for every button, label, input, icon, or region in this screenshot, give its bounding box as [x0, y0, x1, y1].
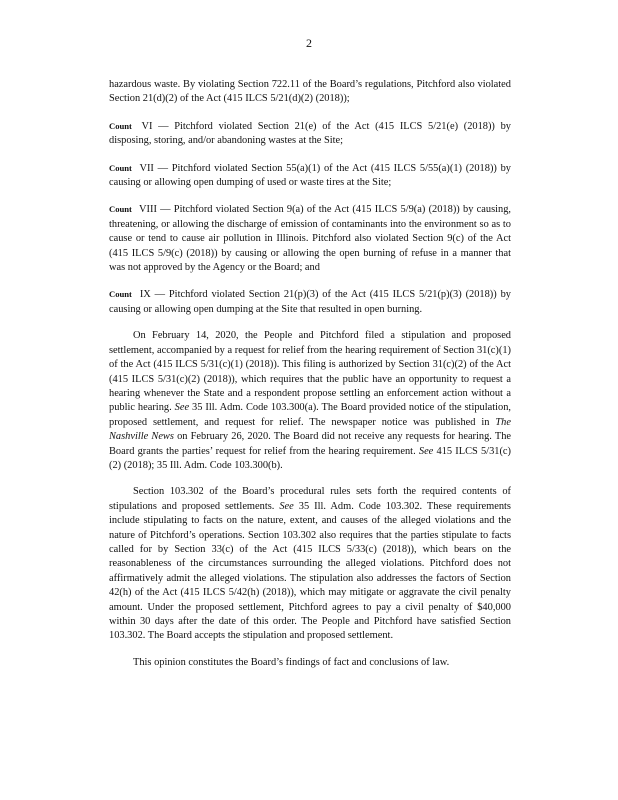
count-vii-text: VII — Pitchford violated Section 55(a)(1) of the Act (415 ILCS 5/55(a)(1) (2018)) by causing or allowing open dumping of used or waste tires at the Site;	[109, 162, 511, 189]
count-vi-paragraph	[109, 119, 511, 149]
filing-text-d: 415 ILCS 5/31(c)(2) (2018); 35 Ill. Adm. Code 103.300(b).	[109, 445, 511, 471]
filing-paragraph	[109, 329, 511, 473]
count-ix-paragraph	[109, 287, 511, 317]
count-label: Count	[109, 204, 132, 215]
conclusion-paragraph: This opinion constitutes the Board’s findings of fact and conclusions of law.	[133, 656, 450, 668]
count-label: Count	[109, 120, 132, 131]
paragraph-hazardous-waste: hazardous waste. By violating Section 722.11 of the Board’s regulations, Pitchford also violated Section 21(d)(2) of the Act (415 ILCS 5/21(d)(2) (2018));	[109, 79, 511, 105]
procedural-rules-paragraph	[109, 485, 511, 643]
newspaper-name: The Nashville News	[109, 416, 511, 443]
citation-signal: See	[174, 402, 190, 414]
count-viii-paragraph	[109, 202, 511, 275]
filing-text-c: on February 26, 2020. The Board did not receive any requests for hearing. The Board grants the parties’ request for relief from the hearing requirement.	[109, 431, 512, 457]
count-vii-paragraph	[109, 161, 511, 191]
citation-signal: See	[418, 445, 434, 457]
citation-signal: See	[279, 500, 294, 512]
filing-text-b: 35 Ill. Adm. Code 103.300(a). The Board provided notice of the stipulation, proposed settlement, and request for relief. The newspaper notice was published in	[109, 402, 511, 428]
rules-text-b: 35 Ill. Adm. Code 103.302. These requirements include stipulating to facts on the nature, extent, and causes of the alleged violations and the nature of Pitchford’s operations. Section 103.302 also requires that the parties stipulate to facts called for by Section 33(c) of the Act (415 ILCS 5/33(c) (2018)), which bears on the reasonableness of the circumstances surrounding the alleged violations. Pitchford does not affirmatively admit the alleged violations. The stipulation also addresses the factors of Section 42(h) of the Act (415 ILCS 5/42(h) (2018)), which may mitigate or aggravate the civil penalty amount. Under the proposed settlement, Pitchford agrees to pay a civil penalty of $40,000 within 30 days after the date of this order. The People and Pitchford have satisfied Section 103.302. The Board accepts the stipulation and proposed settlement.	[109, 500, 511, 642]
filing-text-a: On February 14, 2020, the People and Pitchford filed a stipulation and proposed settlement, accompanied by a request for relief from the hearing requirement of Section 31(c)(1) of the Act (415 ILCS 5/31(c)(1) (2018)). This filing is authorized by Section 31(c)(2) of the Act (415 ILCS 5/31(c)(2) (2018)), which requires that the public have an opportunity to request a hearing whenever the State and a respondent propose settling an enforcement action without a public hearing.	[109, 330, 511, 414]
count-label: Count	[109, 289, 132, 300]
rules-text-a: Section 103.302 of the Board’s procedural rules sets forth the required contents of stipulations and proposed settlements.	[109, 486, 511, 512]
count-viii-text: VIII — Pitchford violated Section 9(a) of the Act (415 ILCS 5/9(a) (2018)) by causing, threatening, or allowing the discharge of emission of contaminants into the environment so as to cause or tend to cause air pollution in Illinois. Pitchford also violated Section 9(c) of the Act (415 ILCS 5/9(c) (2018)) by causing or allowing the open burning of refuse in a manner that was not approved by the Agency or the Board; and	[109, 204, 511, 274]
count-label: Count	[109, 162, 132, 173]
count-vi-text: VI — Pitchford violated Section 21(e) of the Act (415 ILCS 5/21(e) (2018)) by disposing, storing, and/or abandoning wastes at the Site;	[109, 120, 511, 147]
count-ix-text: IX — Pitchford violated Section 21(p)(3) of the Act (415 ILCS 5/21(p)(3) (2018)) by causing or allowing open dumping at the Site that resulted in open burning.	[109, 289, 511, 315]
page-number: 2	[306, 36, 312, 50]
document-body	[109, 78, 511, 670]
